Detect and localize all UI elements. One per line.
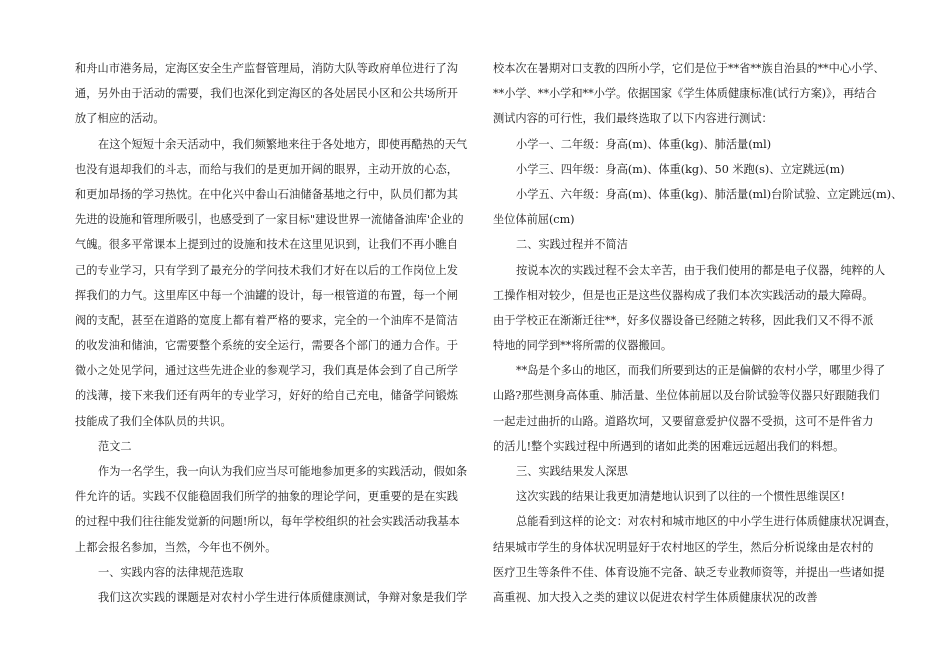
text-line: 特地的同学到**将所需的仪器搬回。 <box>493 339 673 353</box>
text-line: 一、实践内容的法律规范选取 <box>98 565 244 579</box>
text-line: 放了相应的活动。 <box>75 112 165 126</box>
text-line: 己的专业学习，只有学到了最充分的学问技术我们才好在以后的工作岗位上发 <box>75 263 458 277</box>
text-line: 和更加昂扬的学习热忱。在中化兴中畚山石油储备基地之行中，队员们都为其 <box>75 187 458 201</box>
text-line: 和舟山市港务局，定海区安全生产监督管理局，消防大队等政府单位进行了沟 <box>75 62 458 75</box>
text-line: 挥我们的力气。这里库区中每一个油罐的设计，每一根管道的布置，每一个闸 <box>75 288 458 302</box>
text-line: 的浅薄，接下来我们还有两年的专业学习，好好的给自己充电，储备学问锻炼 <box>75 389 458 403</box>
text-line: 总能看到这样的论文：对农村和城市地区的中小学生进行体质健康状况调查， <box>516 515 897 529</box>
text-line: 技能成了我们全体队员的共识。 <box>75 414 232 428</box>
text-line: 小学三、四年级：身高(m)、体重(kg)、50 米跑(s)、立定跳远(m) <box>516 162 845 176</box>
text-line: 的活儿!整个实践过程中所遇到的诸如此类的困难远远超出我们的料想。 <box>493 439 845 453</box>
text-line: 在这个短短十余天活动中，我们频繁地来往于各处地方，即使再酷热的天气 <box>98 137 468 151</box>
text-line: 校本次在暑期对口支教的四所小学，它们是位于**省**族自治县的**中心小学、 <box>493 62 885 75</box>
text-line: 上都会报名参加，当然，今年也不例外。 <box>75 540 277 554</box>
text-line: 微小之处见学问，通过这些先进企业的参观学习，我们真是体会到了自己所学 <box>75 364 458 378</box>
text-line: 高重视、加大投入之类的建议以促进农村学生体质健康状况的改善 <box>493 590 818 604</box>
text-line: 这次实践的结果让我更加清楚地认识到了以往的一个惯性思维误区! <box>516 490 845 504</box>
text-line: 坐位体前屈(cm) <box>493 213 575 227</box>
left-text-column <box>75 56 468 610</box>
text-line: 由于学校正在渐渐迁往**，好多仪器设备已经随之转移，因此我们又不得不派 <box>493 313 874 327</box>
text-line: 二、实践过程并不简洁 <box>516 238 628 252</box>
text-line: 的收发油和储油，它需要整个系统的安全运行，需要各个部门的通力合作。于 <box>75 339 458 353</box>
text-line: 阀的支配，甚至在道路的宽度上都有着严格的要求，完全的一个油库不是简洁 <box>75 313 458 327</box>
right-text-column <box>493 56 903 610</box>
text-line: 的过程中我们往往能发觉新的问题!所以，每年学校组织的社会实践活动我基本 <box>75 515 460 529</box>
text-line: 我们这次实践的课题是对农村小学生进行体质健康测试，争辩对象是我们学 <box>98 590 468 604</box>
text-line: **小学、**小学和**小学。依据国家《学生体质健康标准(试行方案)》，再结合 <box>493 87 877 101</box>
text-line: 小学一、二年级：身高(m)、体重(kg)、肺活量(ml) <box>516 137 772 151</box>
text-line: 三、实践结果发人深思 <box>516 465 628 478</box>
text-line: 范文二 <box>98 439 132 453</box>
text-line: 气魄。很多平常课本上提到过的设施和技术在这里见识到，让我们不再小瞧自 <box>75 238 458 252</box>
text-line: **岛是个多山的地区，而我们所要到达的正是偏僻的农村小学，哪里少得了 <box>516 364 886 378</box>
text-line: 按说本次的实践过程不会太辛苦，由于我们使用的都是电子仪器，纯粹的人 <box>516 263 886 277</box>
text-line: 通，另外由于活动的需要，我们也深化到定海区的各处居民小区和公共场所开 <box>75 87 458 101</box>
text-line: 山路?那些测身高体重、肺活量、坐位体前屈以及台阶试验等仪器只好跟随我们 <box>493 389 880 403</box>
text-line: 医疗卫生等条件不佳、体育设施不完备、缺乏专业教师资等，并提出一些诸如提 <box>493 565 885 579</box>
text-line: 工操作相对较少，但是也正是这些仪器构成了我们本次实践活动的最大障碍。 <box>493 288 874 302</box>
text-line: 测试内容的可行性，我们最终选取了以下内容进行测试： <box>493 112 773 126</box>
text-line: 小学五、六年级：身高(m)、体重(kg)、肺活量(ml)台阶试验、立定跳远(m)、 <box>516 187 903 201</box>
text-line: 也没有退却我们的斗志，而给与我们的是更加开阔的眼界，主动开放的心态， <box>75 162 458 176</box>
text-line: 作为一名学生，我一向认为我们应当尽可能地参加更多的实践活动，假如条 <box>98 465 468 478</box>
text-line: 件允许的话。实践不仅能稳固我们所学的抽象的理论学问，更重要的是在实践 <box>75 490 458 504</box>
text-line: 先进的设施和管理所吸引，也感受到了一家目标"建设世界一流储备油库'企业的 <box>75 213 464 227</box>
text-line: 一起走过曲折的山路。道路坎坷，又要留意爱护仪器不受损，这可不是件省力 <box>493 414 874 428</box>
text-line: 结果城市学生的身体状况明显好于农村地区的学生，然后分析说缘由是农村的 <box>493 540 874 554</box>
